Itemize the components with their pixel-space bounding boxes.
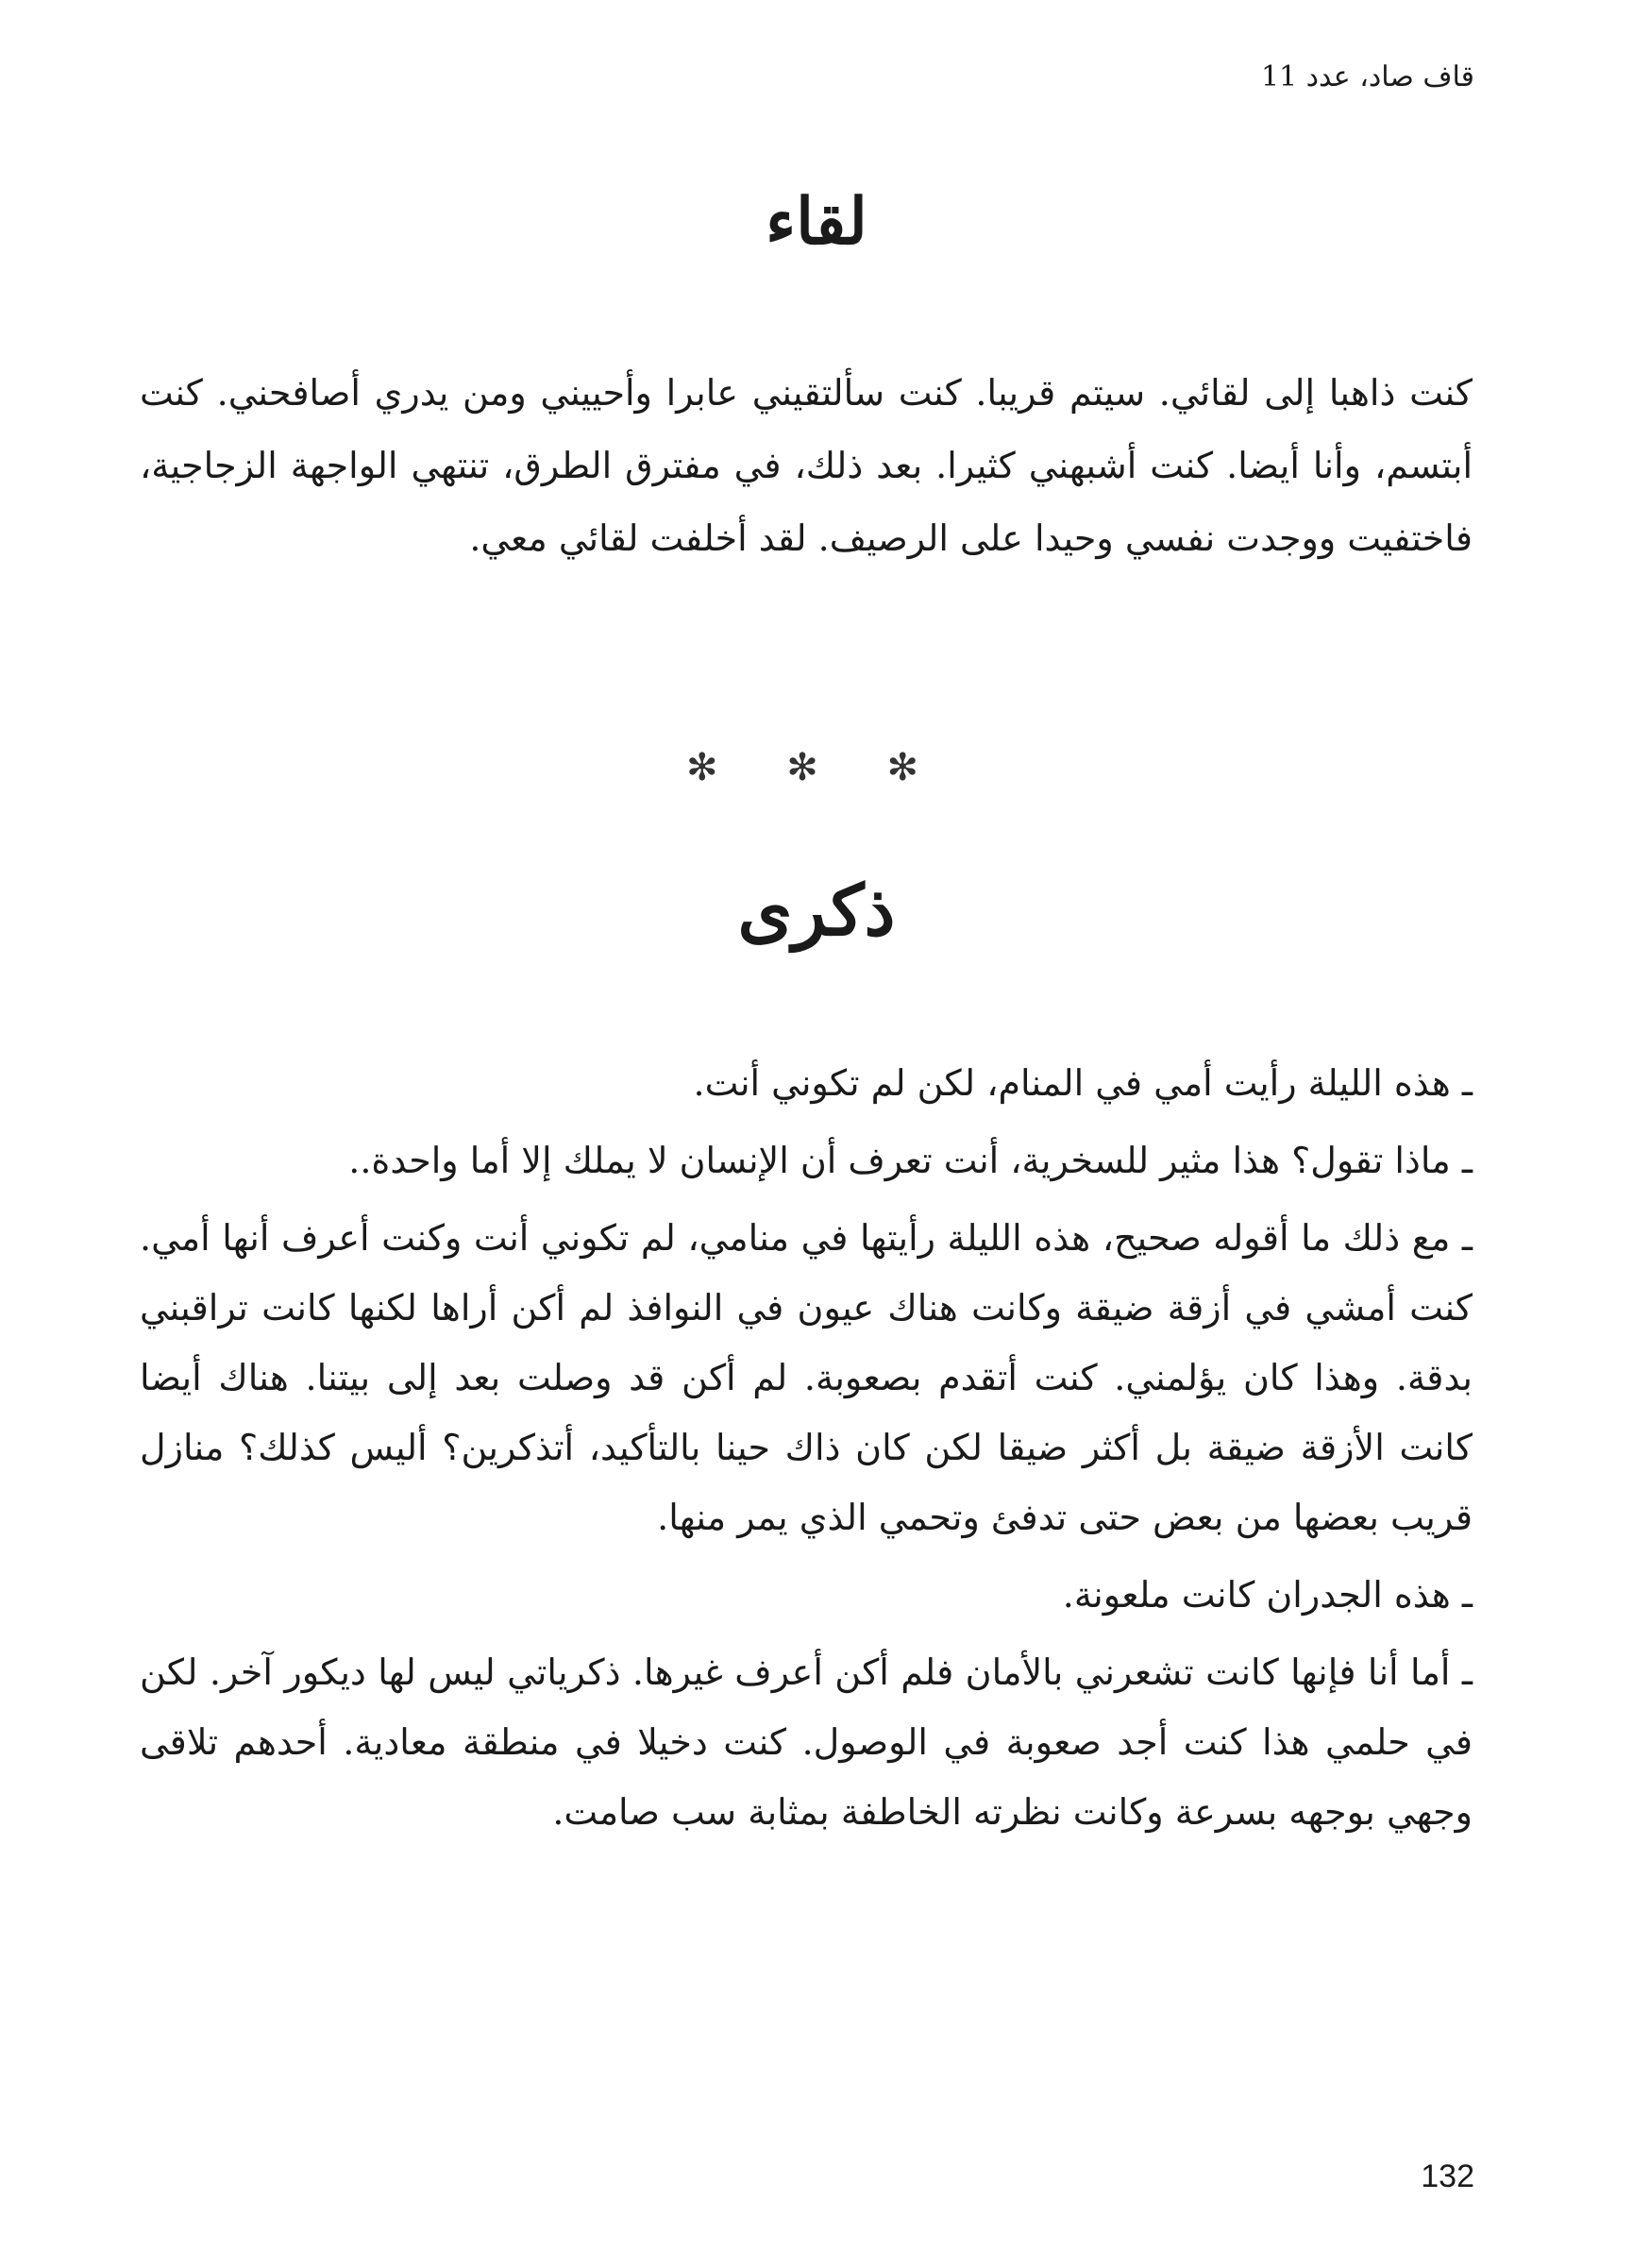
- dialogue-line: ـ ماذا تقول؟ هذا مثير للسخرية، أنت تعرف أن الإنسان لا يملك إلا أما واحدة..: [348, 1140, 1473, 1181]
- section-title-liqa: لقاء: [766, 184, 867, 260]
- dialogue-line: ـ هذه الجدران كانت ملعونة.: [1062, 1574, 1473, 1616]
- page-number: 132: [1421, 2158, 1474, 2194]
- section-liqa-body: [140, 357, 1473, 575]
- dialogue-line: ـ أما أنا فإنها كانت تشعرني بالأمان فلم أكن أعرف غيرها. ذكرياتي ليس لها ديكور آخر. لكن في حلمي هذا كنت أجد صعوبة في الوصول. كنت دخيلا في منطقة معادية. أحدهم تلاقى وجهي بوجهه بسرعة وكانت نظرته الخاطفة بمثابة سب صامت.: [140, 1651, 1473, 1833]
- dialogue-line: ـ مع ذلك ما أقوله صحيح، هذه الليلة رأيتها في منامي، لم تكوني أنت وكنت أعرف أنها أمي. كنت أمشي في أزقة ضيقة وكانت هناك عيون في النوافذ لم أكن أراها لكنها كانت تراقبني بدقة. وهذا كان يؤلمني. كنت أتقدم بصعوبة. لم أكن قد وصلت بعد إلى بيتنا. هناك أيضا كانت الأزقة ضيقة بل أكثر ضيقا لكن كان ذاك حينا بالتأكيد، أتذكرين؟ أليس كذلك؟ منازل قريب بعضها من بعض حتى تدفئ وتحمي الذي يمر منها.: [140, 1217, 1473, 1538]
- section-dhikra-body: [140, 1048, 1473, 1854]
- paragraph: كنت ذاهبا إلى لقائي. سيتم قريبا. كنت سألتقيني عابرا وأحييني ومن يدري أصافحني. كنت أبتسم، وأنا أيضا. كنت أشبهني كثيرا. بعد ذلك، في مفترق الطرق، تنتهي الواجهة الزجاجية، فاختفيت ووجدت نفسي وحيدا على الرصيف. لقد أخلفت لقائي معي.: [140, 372, 1473, 559]
- running-head: قاف صاد، عدد 11: [1260, 60, 1474, 93]
- dialogue-line: ـ هذه الليلة رأيت أمي في المنام، لكن لم تكوني أنت.: [693, 1062, 1473, 1104]
- section-title-dhikra: ذكرى: [737, 871, 896, 952]
- section-separator: ✻ ✻ ✻: [686, 746, 947, 789]
